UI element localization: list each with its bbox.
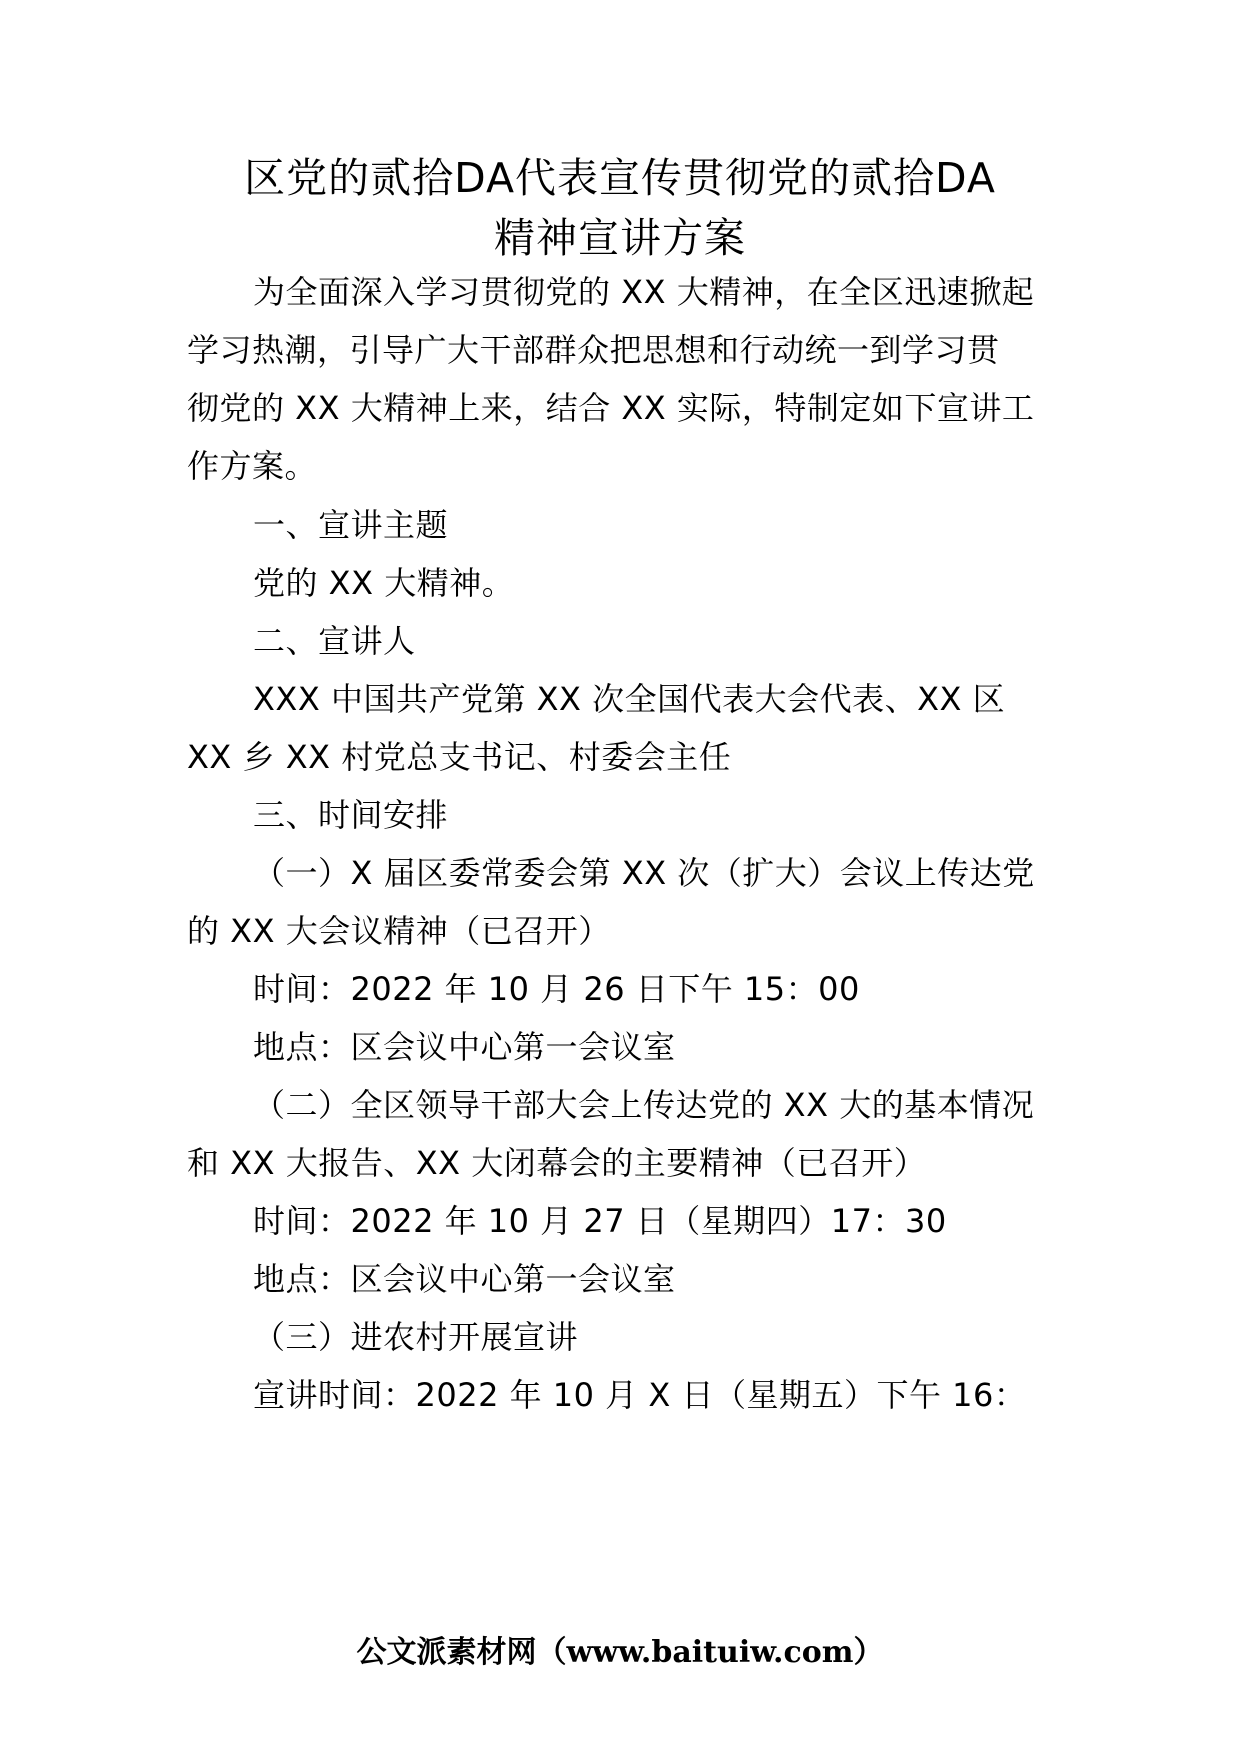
intro-paragraph-line: 为全面深入学习贯彻党的 XX 大精神，在全区迅速掀起 xyxy=(253,273,1035,311)
schedule-item-time: 时间：2022 年 10 月 26 日下午 15：00 xyxy=(253,970,860,1008)
schedule-item-heading: （二）全区领导干部大会上传达党的 XX 大的基本情况 xyxy=(253,1086,1035,1124)
intro-paragraph-line: 彻党的 XX 大精神上来，结合 XX 实际，特制定如下宣讲工 xyxy=(187,389,1035,427)
schedule-item-heading: （一）X 届区委常委会第 XX 次（扩大）会议上传达党 xyxy=(253,854,1035,892)
document-title-line-1: 区党的贰拾DA代表宣传贯彻党的贰拾DA xyxy=(244,154,996,202)
schedule-item-location: 地点：区会议中心第一会议室 xyxy=(253,1028,676,1066)
intro-paragraph-line: 作方案。 xyxy=(187,447,318,485)
speaker-text-line: XX 乡 XX 村党总支书记、村委会主任 xyxy=(187,738,732,776)
schedule-item-heading: 和 XX 大报告、XX 大闭幕会的主要精神（已召开） xyxy=(187,1144,927,1182)
section-heading-schedule: 三、时间安排 xyxy=(253,796,449,834)
theme-text: 党的 XX 大精神。 xyxy=(253,564,515,602)
section-heading-speaker: 二、宣讲人 xyxy=(253,622,416,660)
footer-watermark: 公文派素材网（www.baituiw.com） xyxy=(356,1635,884,1670)
document-title-line-2: 精神宣讲方案 xyxy=(494,214,746,262)
schedule-item-heading: （三）进农村开展宣讲 xyxy=(253,1318,579,1356)
speaker-text-line: XXX 中国共产党第 XX 次全国代表大会代表、XX 区 xyxy=(253,680,1006,718)
section-heading-theme: 一、宣讲主题 xyxy=(253,506,449,544)
schedule-item-location: 地点：区会议中心第一会议室 xyxy=(253,1260,676,1298)
schedule-item-time: 时间：2022 年 10 月 27 日（星期四）17：30 xyxy=(253,1202,947,1240)
intro-paragraph-line: 学习热潮，引导广大干部群众把思想和行动统一到学习贯 xyxy=(187,331,1000,369)
schedule-item-time: 宣讲时间：2022 年 10 月 X 日（星期五）下午 16： xyxy=(253,1376,1027,1414)
schedule-item-heading: 的 XX 大会议精神（已召开） xyxy=(187,912,611,950)
